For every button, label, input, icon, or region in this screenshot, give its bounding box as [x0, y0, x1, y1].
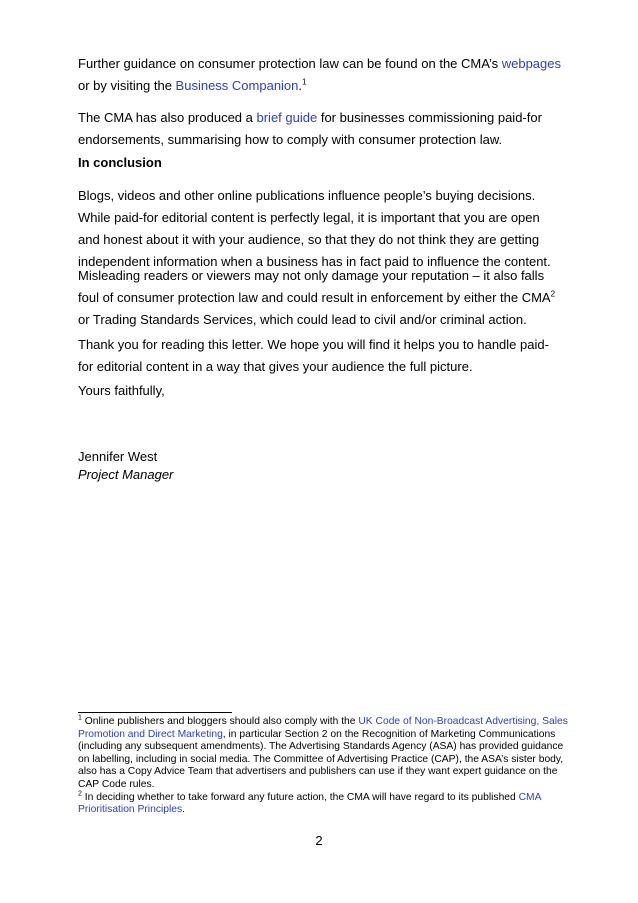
paragraph-thank-you	[78, 334, 564, 378]
footnote-1	[78, 716, 568, 792]
footnote-ref-1[interactable]: 1	[302, 77, 307, 87]
section-heading: In conclusion	[78, 155, 162, 170]
footnote-text: .	[182, 804, 186, 816]
signer-title: Project Manager	[78, 467, 174, 482]
footnote-mark: 1	[78, 714, 82, 722]
paragraph-text: or by visiting the	[78, 78, 176, 93]
footnote-divider	[78, 712, 232, 713]
footnote-mark: 2	[78, 790, 82, 798]
footnotes	[78, 716, 568, 817]
paragraph-text: Blogs, videos and other online publications influence people’s buying decisions. While paid-for editorial content is perfectly legal, it is important that you are open and honest about it with your audience, so that they do not think they are getting independent information when a business has in fact paid to influence the content.	[78, 188, 551, 269]
footnote-text: In deciding whether to take forward any future action, the CMA will have regard to its published	[81, 791, 519, 803]
footnote-ref-2[interactable]: 2	[550, 289, 556, 299]
paragraph-text: Misleading readers or viewers may not only damage your reputation – it also falls foul of consumer protection law and could result in enforcement by either the CMA	[78, 268, 551, 305]
paragraph-text: The CMA has also produced a	[78, 110, 257, 125]
footnote-text: Online publishers and bloggers should also comply with the	[81, 716, 359, 727]
webpages-link[interactable]: webpages	[501, 56, 561, 71]
paragraph-misleading	[78, 265, 564, 331]
signer-name: Jennifer West	[78, 449, 158, 464]
closing-salutation: Yours faithfully,	[78, 383, 165, 398]
paragraph-brief-guide	[78, 107, 564, 151]
business-companion-link[interactable]: Business Companion	[175, 78, 299, 93]
footnote-2	[78, 792, 568, 817]
brief-guide-link[interactable]: brief guide	[256, 110, 318, 125]
footnote-text: , in particular Section 2 on the Recognition of Marketing Communications (including any subsequent amendments). The Advertising Standards Agency (ASA) has provided guidance on labelling, including in social media. The Committee of Advertising Practice (CAP), the ASA’s sister body, also has a Copy Advice Team that advertisers and publishers can use if they want expert guidance on the CAP Code rules.	[78, 728, 564, 790]
paragraph-text: .	[298, 78, 303, 93]
cap-code-link[interactable]: UK Code of Non-Broadcast Advertising, Sales Promotion and Direct Marketing	[78, 716, 568, 740]
page-number: 2	[315, 833, 323, 848]
prioritisation-principles-link[interactable]: CMA Prioritisation Principles	[78, 791, 541, 816]
paragraph-text: Thank you for reading this letter. We hope you will find it helps you to handle paid-for editorial content in a way that gives your audience the full picture.	[78, 337, 549, 374]
paragraph-text: or Trading Standards Services, which could lead to civil and/or criminal action.	[78, 312, 527, 327]
paragraph-text: for businesses commissioning paid-for endorsements, summarising how to comply with consumer protection law.	[78, 110, 542, 147]
paragraph-guidance	[78, 53, 564, 97]
paragraph-influence	[78, 185, 564, 273]
paragraph-text: Further guidance on consumer protection law can be found on the CMA’s	[78, 56, 502, 71]
